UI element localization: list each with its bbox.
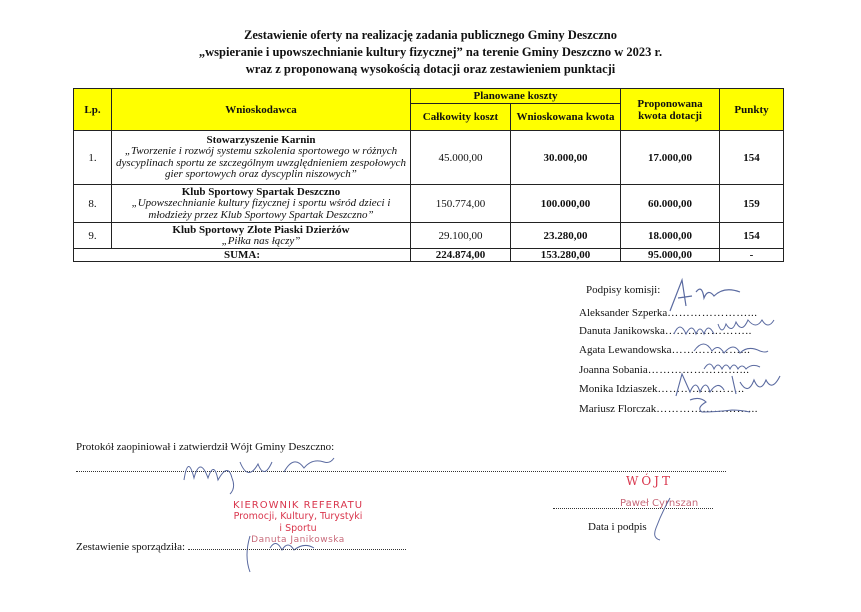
signature-mayor [640, 494, 680, 544]
header-requested: Wnioskowana kwota [511, 104, 621, 131]
sum-row [74, 249, 784, 262]
row-total: 150.774,00 [411, 185, 511, 223]
row-proposed: 18.000,00 [621, 223, 720, 249]
task-description: „Piłka nas łączy” [221, 234, 301, 247]
header-points: Punkty [720, 89, 784, 131]
task-description: „Tworzenie i rozwój systemu szkolenia sportowego w różnych dyscyplinach sportu ze szczególnym uwzględnieniem zespołowych gier sportowych oraz dyscyplin niszowych” [116, 145, 406, 181]
title-line-2: „wspieranie i upowszechnianie kultury fizycznej” na terenie Gminy Deszczno w 2023 r. [198, 45, 663, 59]
row-lp: 9. [74, 223, 112, 249]
header-total-cost: Całkowity koszt [411, 104, 511, 131]
committee-member: Joanna Sobania……………………... [579, 364, 750, 376]
offers-table [73, 88, 784, 262]
date-signature-line [553, 508, 713, 509]
committee-member: Agata Lewandowska………………... [579, 344, 751, 356]
mayor-stamp-name: Paweł Cyrnszan [620, 498, 699, 509]
signature-florczak [680, 394, 760, 416]
row-requested: 30.000,00 [511, 131, 621, 185]
sum-requested: 153.280,00 [511, 249, 621, 262]
mayor-stamp-title: WÓJT [626, 474, 673, 488]
row-applicant [112, 131, 411, 185]
committee-header: Podpisy komisji: [586, 284, 661, 296]
row-requested: 23.280,00 [511, 223, 621, 249]
prepared-label: Zestawienie sporządziła: [76, 541, 186, 553]
table-row [74, 131, 784, 185]
committee-member: Monika Idziaszek………………….. [579, 383, 745, 395]
row-points: 159 [720, 185, 784, 223]
signature-janikowska-stamp [240, 530, 340, 576]
signature-lewandowska [690, 337, 770, 357]
signature-szperka [660, 276, 750, 316]
row-points: 154 [720, 223, 784, 249]
applicant-name: Stowarzyszenie Karnin [206, 134, 316, 147]
title-line-3: wraz z proponowaną wysokością dotacji oraz zestawieniem punktacji [245, 62, 616, 76]
prepared-by [76, 541, 406, 553]
header-proposed: Proponowana kwota dotacji [621, 89, 720, 131]
applicant-name: Klub Sportowy Złote Piaski Dzierżów [172, 223, 350, 236]
table-row [74, 223, 784, 249]
committee-member: Aleksander Szperka…………………... [579, 307, 758, 319]
task-description: „Upowszechnianie kultury fizycznej i sportu wśród dzieci i młodzieży przez Klub Sportowy Spartak Deszczno” [131, 197, 391, 221]
document-title [0, 27, 861, 78]
header-planned-costs: Planowane koszty [411, 89, 621, 104]
sum-label: SUMA: [74, 249, 411, 262]
date-signature-label: Data i podpis [588, 521, 647, 533]
row-points: 154 [720, 131, 784, 185]
sum-proposed: 95.000,00 [621, 249, 720, 262]
signature-wojt [180, 450, 340, 488]
department-stamp: KIEROWNIK REFERATU Promocji, Kultury, Turystyki i Sportu Danuta Janikowska [232, 500, 364, 545]
committee-member: Danuta Janikowska………………….. [579, 325, 752, 337]
row-requested: 100.000,00 [511, 185, 621, 223]
table-row [74, 185, 784, 223]
row-applicant [112, 185, 411, 223]
row-lp: 8. [74, 185, 112, 223]
prepared-signature-line [188, 549, 406, 550]
protocol-signature-line [76, 463, 726, 472]
row-lp: 1. [74, 131, 112, 185]
header-applicant: Wnioskodawca [112, 89, 411, 131]
applicant-name: Klub Sportowy Spartak Deszczno [181, 186, 341, 198]
row-total: 29.100,00 [411, 223, 511, 249]
header-lp: Lp. [74, 89, 112, 131]
sum-total: 224.874,00 [411, 249, 511, 262]
committee-member: Mariusz Florczak……………………... [579, 403, 759, 415]
protocol-label: Protokół zaopiniował i zatwierdził Wójt Gminy Deszczno: [76, 441, 335, 453]
row-proposed: 60.000,00 [621, 185, 720, 223]
row-applicant [112, 223, 411, 249]
sum-points: - [720, 249, 784, 262]
title-line-1: Zestawienie oferty na realizację zadania publicznego Gminy Deszczno [244, 28, 617, 42]
row-proposed: 17.000,00 [621, 131, 720, 185]
row-total: 45.000,00 [411, 131, 511, 185]
